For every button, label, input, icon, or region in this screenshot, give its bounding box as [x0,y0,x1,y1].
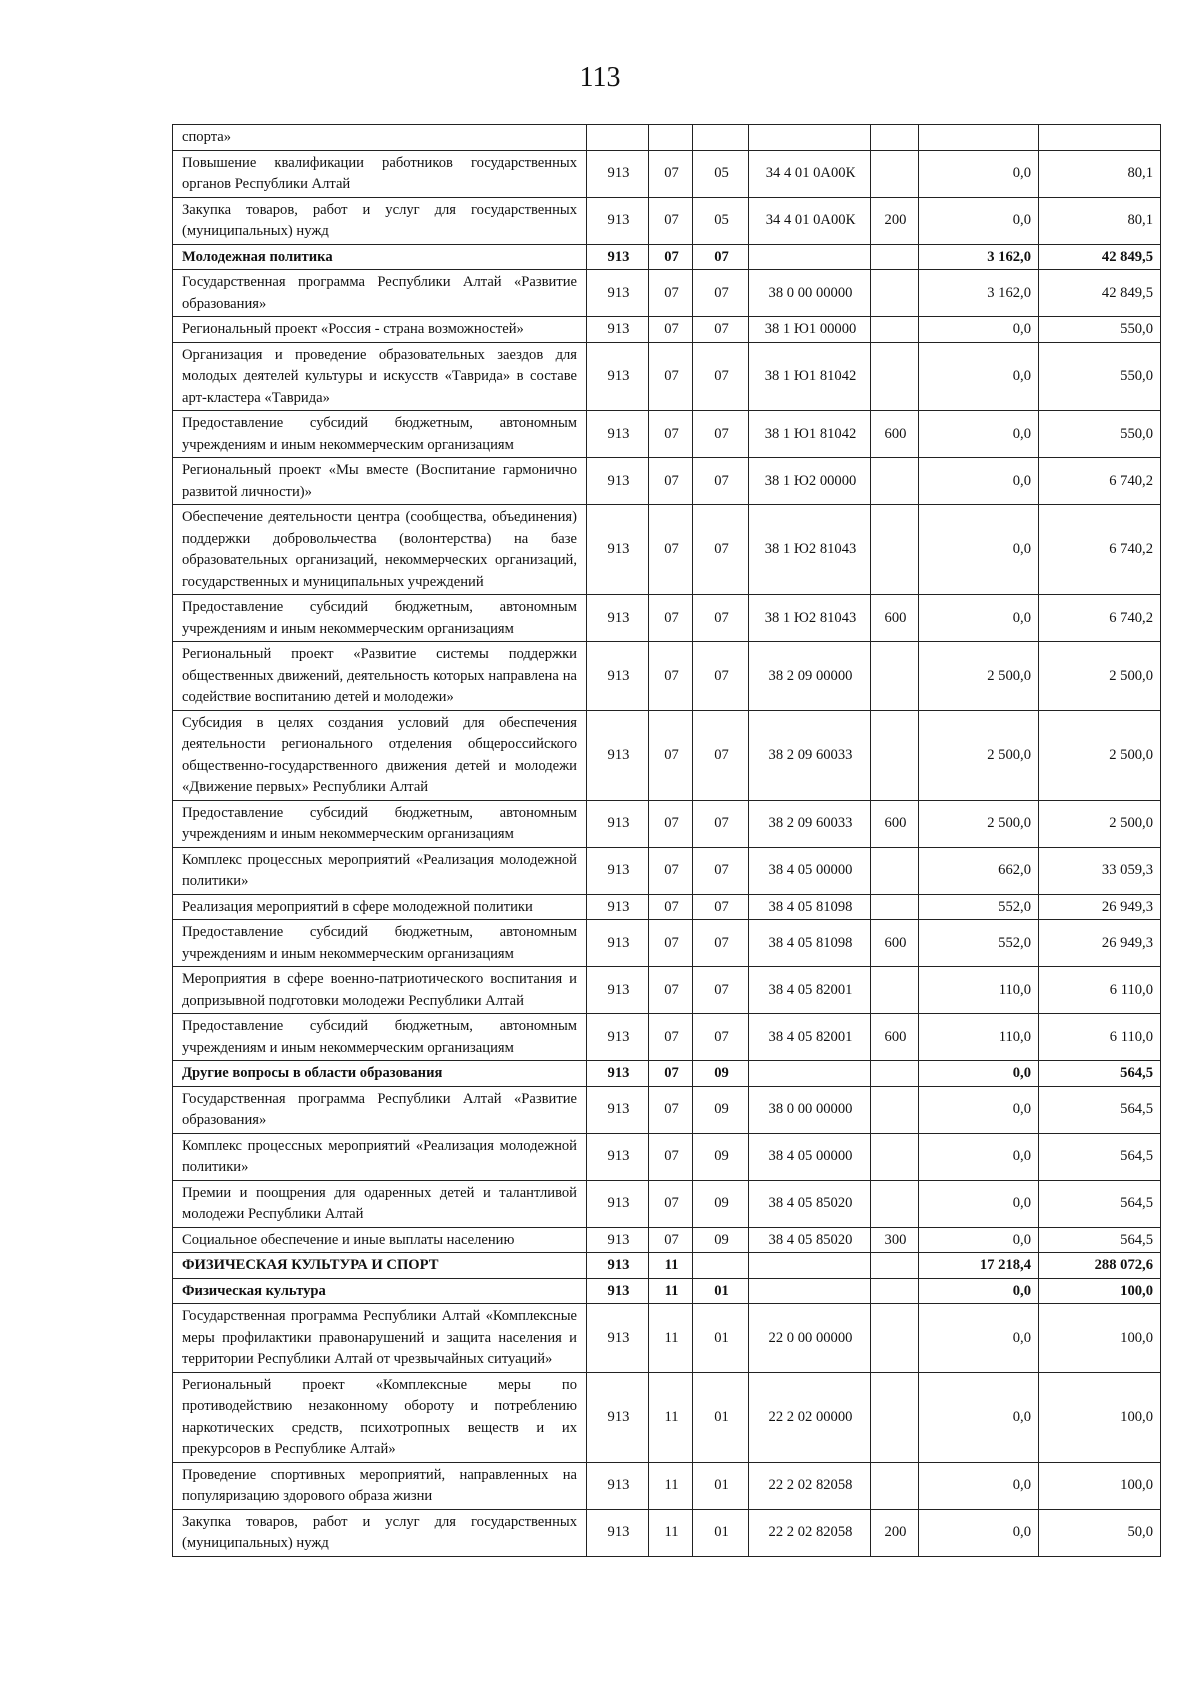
row-vr-cell: 200 [871,1509,919,1556]
row-rz-cell: 07 [649,505,693,595]
row-gr-cell: 913 [587,1227,649,1253]
row-pr-cell: 01 [693,1509,749,1556]
row-rz-cell [649,125,693,151]
row-sum-2026-cell: 100,0 [1039,1304,1161,1373]
row-vr-cell: 600 [871,920,919,967]
row-name-cell: Региональный проект «Россия - страна возможностей» [173,317,587,343]
row-gr-cell: 913 [587,710,649,800]
row-rz-cell: 07 [649,244,693,270]
table-row [173,411,1161,458]
row-sum-2026-cell: 288 072,6 [1039,1253,1161,1279]
row-name-cell: Молодежная политика [173,244,587,270]
table-row [173,967,1161,1014]
row-pr-cell: 07 [693,800,749,847]
row-sum-2025-cell [919,125,1039,151]
row-name-cell: Физическая культура [173,1278,587,1304]
row-sum-2026-cell: 564,5 [1039,1133,1161,1180]
row-vr-cell [871,642,919,711]
row-pr-cell: 07 [693,270,749,317]
row-rz-cell: 07 [649,1014,693,1061]
row-gr-cell: 913 [587,1253,649,1279]
table-row [173,710,1161,800]
row-vr-cell [871,317,919,343]
row-sum-2026-cell: 564,5 [1039,1227,1161,1253]
table-row [173,1086,1161,1133]
row-sum-2026-cell: 6 740,2 [1039,595,1161,642]
row-name-cell: Комплекс процессных мероприятий «Реализация молодежной политики» [173,847,587,894]
row-pr-cell: 07 [693,342,749,411]
table-row [173,595,1161,642]
row-pr-cell [693,125,749,151]
row-rz-cell: 07 [649,1061,693,1087]
row-gr-cell: 913 [587,595,649,642]
row-csr-cell: 38 1 Ю1 81042 [749,342,871,411]
row-sum-2025-cell: 3 162,0 [919,244,1039,270]
row-gr-cell: 913 [587,894,649,920]
row-csr-cell: 38 1 Ю1 00000 [749,317,871,343]
row-pr-cell: 07 [693,894,749,920]
table-row [173,1253,1161,1279]
row-name-cell: Премии и поощрения для одаренных детей и талантливой молодежи Республики Алтай [173,1180,587,1227]
budget-table [172,124,1161,1557]
row-pr-cell: 07 [693,847,749,894]
row-name-cell: Предоставление субсидий бюджетным, автономным учреждениям и иным некоммерческим организациям [173,1014,587,1061]
row-gr-cell: 913 [587,411,649,458]
row-vr-cell: 600 [871,411,919,458]
table-row [173,1372,1161,1462]
row-sum-2026-cell: 42 849,5 [1039,244,1161,270]
row-sum-2026-cell: 26 949,3 [1039,894,1161,920]
row-pr-cell: 01 [693,1278,749,1304]
row-sum-2026-cell: 564,5 [1039,1061,1161,1087]
table-row [173,317,1161,343]
row-sum-2026-cell: 6 110,0 [1039,1014,1161,1061]
row-name-cell: Закупка товаров, работ и услуг для государственных (муниципальных) нужд [173,197,587,244]
row-vr-cell [871,270,919,317]
row-pr-cell: 05 [693,150,749,197]
row-rz-cell: 11 [649,1509,693,1556]
row-vr-cell [871,1278,919,1304]
row-vr-cell [871,150,919,197]
page-number: 113 [579,62,621,93]
row-pr-cell: 01 [693,1462,749,1509]
row-sum-2025-cell: 2 500,0 [919,800,1039,847]
row-rz-cell: 07 [649,800,693,847]
row-sum-2025-cell: 0,0 [919,317,1039,343]
row-pr-cell: 07 [693,317,749,343]
row-sum-2026-cell: 6 740,2 [1039,505,1161,595]
row-csr-cell: 38 1 Ю2 81043 [749,595,871,642]
row-sum-2025-cell: 110,0 [919,967,1039,1014]
row-name-cell: Региональный проект «Комплексные меры по противодействию незаконному обороту и потреблению наркотических средств, психотропных веществ и их прекурсоров в Республике Алтай» [173,1372,587,1462]
row-name-cell: Социальное обеспечение и иные выплаты населению [173,1227,587,1253]
row-name-cell: ФИЗИЧЕСКАЯ КУЛЬТУРА И СПОРТ [173,1253,587,1279]
row-sum-2026-cell: 100,0 [1039,1462,1161,1509]
row-vr-cell [871,967,919,1014]
row-rz-cell: 07 [649,270,693,317]
row-name-cell: Государственная программа Республики Алтай «Развитие образования» [173,1086,587,1133]
row-name-cell: Закупка товаров, работ и услуг для государственных (муниципальных) нужд [173,1509,587,1556]
table-row [173,800,1161,847]
table-row [173,1180,1161,1227]
row-gr-cell: 913 [587,1180,649,1227]
row-gr-cell: 913 [587,800,649,847]
row-sum-2025-cell: 17 218,4 [919,1253,1039,1279]
table-row [173,197,1161,244]
row-vr-cell [871,458,919,505]
row-sum-2025-cell: 2 500,0 [919,642,1039,711]
table-row [173,847,1161,894]
row-name-cell: Проведение спортивных мероприятий, направленных на популяризацию здорового образа жизни [173,1462,587,1509]
row-csr-cell: 38 2 09 60033 [749,710,871,800]
table-row [173,244,1161,270]
row-csr-cell [749,1278,871,1304]
row-name-cell: Предоставление субсидий бюджетным, автономным учреждениям и иным некоммерческим организациям [173,800,587,847]
row-sum-2026-cell: 550,0 [1039,411,1161,458]
row-sum-2025-cell: 3 162,0 [919,270,1039,317]
row-sum-2025-cell: 552,0 [919,894,1039,920]
row-rz-cell: 07 [649,847,693,894]
row-pr-cell: 07 [693,411,749,458]
row-csr-cell: 38 1 Ю1 81042 [749,411,871,458]
row-sum-2026-cell: 564,5 [1039,1086,1161,1133]
row-name-cell: Предоставление субсидий бюджетным, автономным учреждениям и иным некоммерческим организациям [173,595,587,642]
row-vr-cell: 600 [871,1014,919,1061]
row-csr-cell: 22 2 02 82058 [749,1509,871,1556]
row-sum-2026-cell: 50,0 [1039,1509,1161,1556]
row-pr-cell: 07 [693,1014,749,1061]
row-rz-cell: 07 [649,1086,693,1133]
row-pr-cell: 07 [693,967,749,1014]
row-vr-cell [871,125,919,151]
table-row [173,642,1161,711]
row-gr-cell: 913 [587,920,649,967]
row-pr-cell: 09 [693,1086,749,1133]
row-vr-cell [871,1133,919,1180]
row-sum-2025-cell: 0,0 [919,411,1039,458]
row-rz-cell: 07 [649,1133,693,1180]
table-body [173,125,1161,1557]
row-csr-cell: 38 4 05 00000 [749,847,871,894]
row-csr-cell: 38 1 Ю2 81043 [749,505,871,595]
table-row [173,150,1161,197]
row-name-cell: Субсидия в целях создания условий для обеспечения деятельности регионального отделения общероссийского общественно-государственного движения детей и молодежи «Движение первых» Республики Алтай [173,710,587,800]
row-sum-2025-cell: 0,0 [919,150,1039,197]
row-csr-cell [749,1253,871,1279]
row-rz-cell: 07 [649,967,693,1014]
row-vr-cell [871,710,919,800]
row-sum-2025-cell: 0,0 [919,342,1039,411]
row-sum-2025-cell: 0,0 [919,1133,1039,1180]
row-gr-cell: 913 [587,1133,649,1180]
row-sum-2025-cell: 0,0 [919,1462,1039,1509]
row-sum-2026-cell [1039,125,1161,151]
row-name-cell: Обеспечение деятельности центра (сообщества, объединения) поддержки добровольчества (волонтерства) на базе образовательных организаций, некоммерческих организаций, государственных и муниципальных учреждений [173,505,587,595]
row-pr-cell: 07 [693,710,749,800]
row-csr-cell: 34 4 01 0А00К [749,197,871,244]
row-sum-2025-cell: 552,0 [919,920,1039,967]
row-sum-2026-cell: 80,1 [1039,197,1161,244]
row-name-cell: Государственная программа Республики Алтай «Развитие образования» [173,270,587,317]
row-sum-2025-cell: 0,0 [919,1372,1039,1462]
row-name-cell: Комплекс процессных мероприятий «Реализация молодежной политики» [173,1133,587,1180]
row-name-cell: Государственная программа Республики Алтай «Комплексные меры профилактики правонарушений и защита населения и территории Республики Алтай от чрезвычайных ситуаций» [173,1304,587,1373]
table-row [173,1014,1161,1061]
row-csr-cell: 38 2 09 60033 [749,800,871,847]
row-rz-cell: 07 [649,894,693,920]
row-gr-cell: 913 [587,967,649,1014]
row-sum-2025-cell: 0,0 [919,1278,1039,1304]
row-sum-2025-cell: 0,0 [919,1180,1039,1227]
table-row [173,1462,1161,1509]
row-gr-cell: 913 [587,458,649,505]
row-pr-cell: 05 [693,197,749,244]
row-gr-cell: 913 [587,1509,649,1556]
row-sum-2025-cell: 0,0 [919,458,1039,505]
row-gr-cell: 913 [587,1278,649,1304]
table-row [173,1509,1161,1556]
row-name-cell: Другие вопросы в области образования [173,1061,587,1087]
row-rz-cell: 07 [649,197,693,244]
row-vr-cell [871,1061,919,1087]
row-sum-2025-cell: 110,0 [919,1014,1039,1061]
row-rz-cell: 11 [649,1372,693,1462]
table-row [173,505,1161,595]
row-rz-cell: 07 [649,1227,693,1253]
row-pr-cell: 09 [693,1227,749,1253]
row-pr-cell: 07 [693,458,749,505]
row-gr-cell: 913 [587,1014,649,1061]
row-vr-cell [871,342,919,411]
row-csr-cell: 38 4 05 82001 [749,967,871,1014]
row-csr-cell [749,244,871,270]
row-csr-cell: 38 4 05 00000 [749,1133,871,1180]
row-gr-cell: 913 [587,1061,649,1087]
row-gr-cell: 913 [587,1462,649,1509]
row-sum-2025-cell: 0,0 [919,505,1039,595]
row-vr-cell [871,847,919,894]
row-vr-cell [871,894,919,920]
row-pr-cell: 07 [693,244,749,270]
table-row [173,1278,1161,1304]
row-gr-cell: 913 [587,244,649,270]
row-name-cell: Региональный проект «Развитие системы поддержки общественных движений, деятельность которых направлена на содействие воспитанию детей и молодежи» [173,642,587,711]
row-sum-2026-cell: 564,5 [1039,1180,1161,1227]
row-rz-cell: 07 [649,1180,693,1227]
row-rz-cell: 11 [649,1304,693,1373]
row-name-cell: Мероприятия в сфере военно-патриотического воспитания и допризывной подготовки молодежи Республики Алтай [173,967,587,1014]
row-gr-cell: 913 [587,1372,649,1462]
row-pr-cell: 07 [693,642,749,711]
row-rz-cell: 07 [649,595,693,642]
row-rz-cell: 11 [649,1253,693,1279]
table-row [173,1061,1161,1087]
row-csr-cell: 38 4 05 85020 [749,1227,871,1253]
row-sum-2026-cell: 80,1 [1039,150,1161,197]
row-sum-2025-cell: 0,0 [919,1509,1039,1556]
row-csr-cell: 38 4 05 82001 [749,1014,871,1061]
row-sum-2025-cell: 662,0 [919,847,1039,894]
row-vr-cell [871,1372,919,1462]
row-sum-2026-cell: 6 740,2 [1039,458,1161,505]
row-sum-2025-cell: 0,0 [919,595,1039,642]
table-row [173,1304,1161,1373]
row-pr-cell: 01 [693,1372,749,1462]
row-vr-cell: 200 [871,197,919,244]
row-gr-cell: 913 [587,505,649,595]
row-sum-2026-cell: 2 500,0 [1039,710,1161,800]
row-sum-2026-cell: 33 059,3 [1039,847,1161,894]
row-sum-2026-cell: 2 500,0 [1039,642,1161,711]
table-row [173,125,1161,151]
row-gr-cell: 913 [587,847,649,894]
row-sum-2026-cell: 550,0 [1039,317,1161,343]
row-pr-cell: 09 [693,1133,749,1180]
row-rz-cell: 07 [649,411,693,458]
row-name-cell: Региональный проект «Мы вместе (Воспитание гармонично развитой личности)» [173,458,587,505]
row-sum-2025-cell: 0,0 [919,1061,1039,1087]
row-vr-cell: 600 [871,800,919,847]
row-sum-2026-cell: 100,0 [1039,1278,1161,1304]
row-sum-2025-cell: 0,0 [919,1227,1039,1253]
row-name-cell: Организация и проведение образовательных заездов для молодых деятелей культуры и искусств «Таврида» в составе арт-кластера «Таврида» [173,342,587,411]
row-rz-cell: 07 [649,458,693,505]
table-row [173,458,1161,505]
row-pr-cell: 07 [693,505,749,595]
row-name-cell: спорта» [173,125,587,151]
row-name-cell: Реализация мероприятий в сфере молодежной политики [173,894,587,920]
row-rz-cell: 07 [649,642,693,711]
row-csr-cell: 38 0 00 00000 [749,270,871,317]
row-gr-cell: 913 [587,197,649,244]
row-pr-cell: 07 [693,920,749,967]
row-sum-2025-cell: 0,0 [919,1086,1039,1133]
row-vr-cell: 300 [871,1227,919,1253]
row-csr-cell: 22 0 00 00000 [749,1304,871,1373]
row-csr-cell [749,1061,871,1087]
table-row [173,270,1161,317]
row-pr-cell [693,1253,749,1279]
row-sum-2025-cell: 0,0 [919,1304,1039,1373]
row-vr-cell [871,505,919,595]
row-pr-cell: 07 [693,595,749,642]
table-row [173,1227,1161,1253]
row-gr-cell: 913 [587,1304,649,1373]
row-name-cell: Предоставление субсидий бюджетным, автономным учреждениям и иным некоммерческим организациям [173,920,587,967]
row-csr-cell [749,125,871,151]
row-gr-cell: 913 [587,270,649,317]
row-sum-2026-cell: 100,0 [1039,1372,1161,1462]
row-rz-cell: 07 [649,920,693,967]
row-vr-cell [871,1253,919,1279]
table-row [173,342,1161,411]
table-row [173,894,1161,920]
row-gr-cell: 913 [587,342,649,411]
row-csr-cell: 38 4 05 85020 [749,1180,871,1227]
row-csr-cell: 22 2 02 82058 [749,1462,871,1509]
row-csr-cell: 38 2 09 00000 [749,642,871,711]
row-name-cell: Предоставление субсидий бюджетным, автономным учреждениям и иным некоммерческим организациям [173,411,587,458]
row-sum-2026-cell: 6 110,0 [1039,967,1161,1014]
row-pr-cell: 09 [693,1180,749,1227]
row-rz-cell: 07 [649,150,693,197]
table-row [173,920,1161,967]
row-csr-cell: 38 4 05 81098 [749,894,871,920]
row-sum-2026-cell: 550,0 [1039,342,1161,411]
row-gr-cell [587,125,649,151]
row-sum-2026-cell: 42 849,5 [1039,270,1161,317]
row-rz-cell: 07 [649,710,693,800]
row-pr-cell: 01 [693,1304,749,1373]
row-rz-cell: 07 [649,342,693,411]
row-gr-cell: 913 [587,150,649,197]
row-vr-cell [871,1086,919,1133]
row-vr-cell [871,1180,919,1227]
row-sum-2025-cell: 2 500,0 [919,710,1039,800]
row-csr-cell: 34 4 01 0А00К [749,150,871,197]
row-pr-cell: 09 [693,1061,749,1087]
row-vr-cell [871,1304,919,1373]
row-rz-cell: 11 [649,1278,693,1304]
row-csr-cell: 38 4 05 81098 [749,920,871,967]
row-vr-cell [871,1462,919,1509]
row-sum-2025-cell: 0,0 [919,197,1039,244]
row-vr-cell: 600 [871,595,919,642]
row-sum-2026-cell: 26 949,3 [1039,920,1161,967]
table-row [173,1133,1161,1180]
row-gr-cell: 913 [587,317,649,343]
row-csr-cell: 38 0 00 00000 [749,1086,871,1133]
row-gr-cell: 913 [587,642,649,711]
row-name-cell: Повышение квалификации работников государственных органов Республики Алтай [173,150,587,197]
row-sum-2026-cell: 2 500,0 [1039,800,1161,847]
row-csr-cell: 38 1 Ю2 00000 [749,458,871,505]
row-csr-cell: 22 2 02 00000 [749,1372,871,1462]
row-gr-cell: 913 [587,1086,649,1133]
row-rz-cell: 07 [649,317,693,343]
row-rz-cell: 11 [649,1462,693,1509]
row-vr-cell [871,244,919,270]
